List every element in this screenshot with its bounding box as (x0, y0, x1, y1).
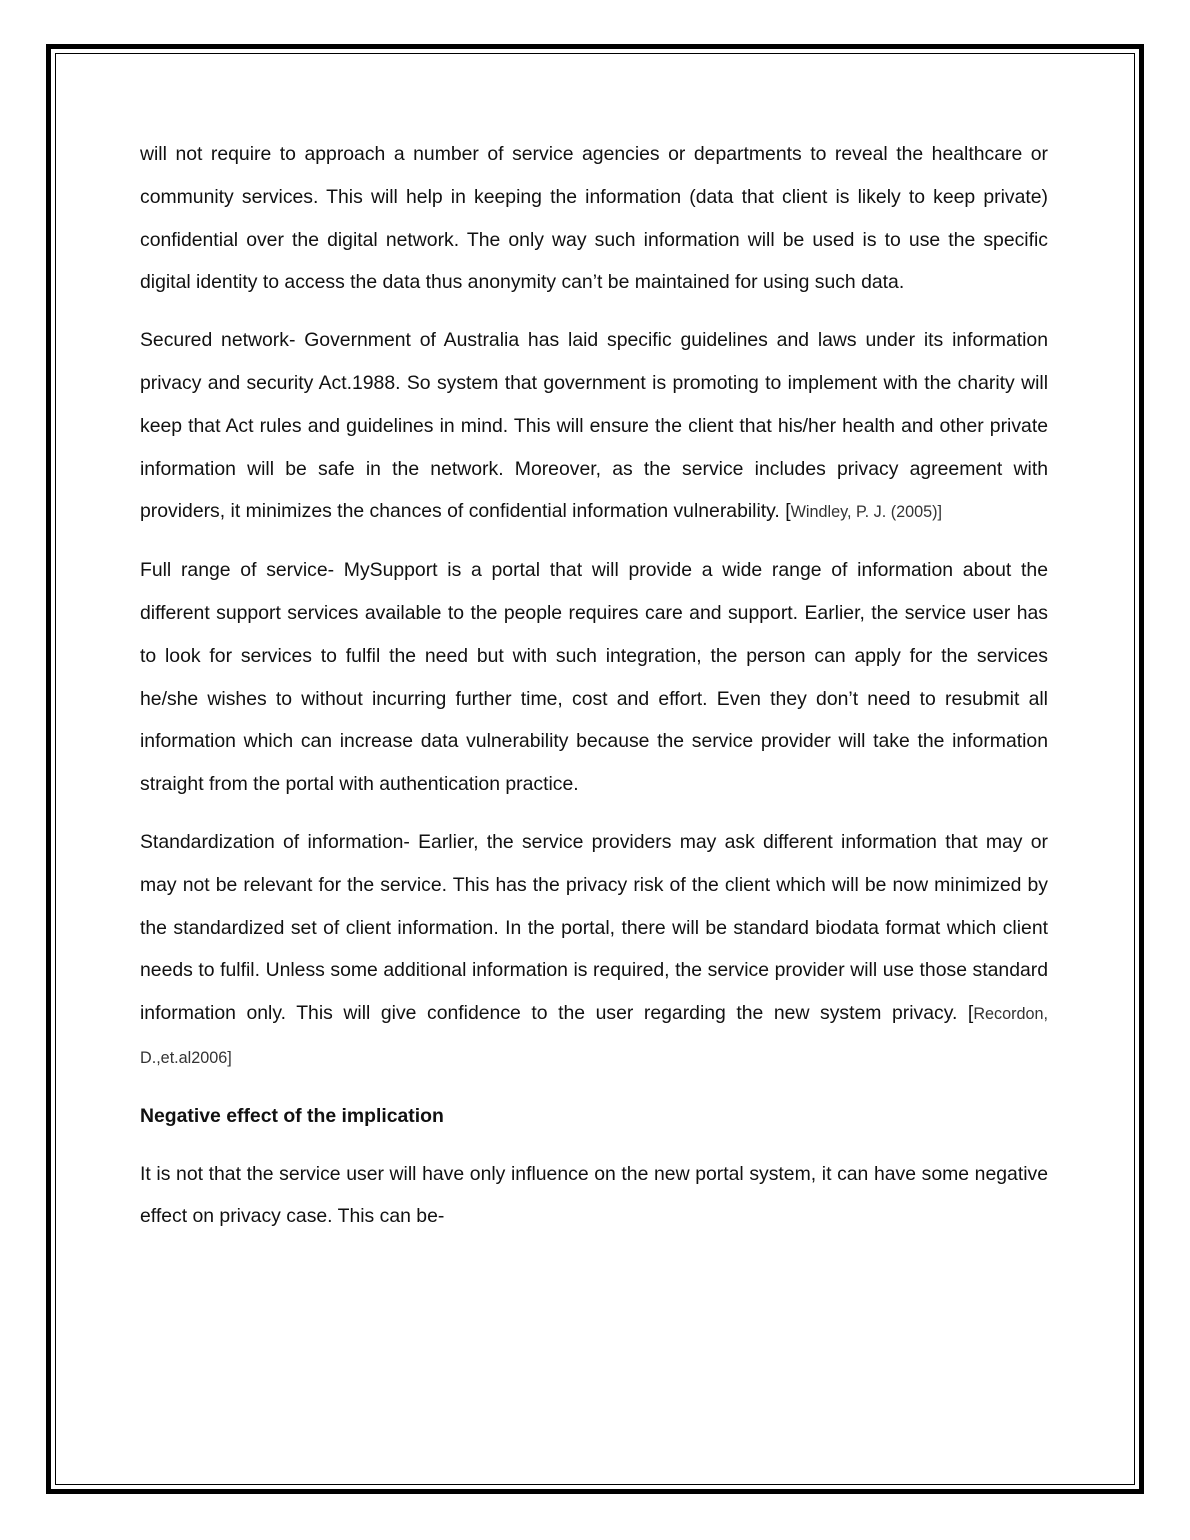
paragraph-text: will not require to approach a number of service agencies or departments to reveal the healthcare or community services. This will help in keeping the information (data that client is likely to keep private) confidential over the digital network. The only way such information will be used is to use the specific digital identity to access the data thus anonymity can’t be maintained for using such data. (140, 143, 1048, 294)
paragraph-full-range-of-service (140, 549, 1048, 806)
paragraph-standardization (140, 821, 1048, 1080)
section-heading: Negative effect of the implication (140, 1104, 444, 1127)
paragraph-text: Full range of service- MySupport is a portal that will provide a wide range of information about the different support services available to the people requires care and support. Earlier, the service user has to look for services to fulfil the need but with such integration, the person can apply for the services he/she wishes to without incurring further time, cost and effort. Even they don’t need to resubmit all information which can increase data vulnerability because the service provider will take the information straight from the portal with authentication practice. (140, 559, 1048, 796)
paragraph-text: Standardization of information- Earlier, the service providers may ask different information that may or may not be relevant for the service. This has the privacy risk of the client which will be now minimized by the standardized set of client information. In the portal, there will be standard biodata format which client needs to fulfil. Unless some additional information is required, the service provider will use those standard information only. This will give confidence to the user regarding the new system privacy. [ (140, 830, 1048, 1025)
citation-recordon: Recordon, D.,et.al2006] (140, 1005, 1048, 1067)
paragraph-negative-effect (140, 1153, 1048, 1239)
paragraph-text: It is not that the service user will have only influence on the new portal system, it can have some negative effect on privacy case. This can be- (140, 1162, 1048, 1228)
citation-windley: Windley, P. J. (2005)] (790, 503, 943, 522)
document-body (140, 133, 1048, 1253)
paragraph-secured-network (140, 319, 1048, 534)
paragraph-digital-identity (140, 133, 1048, 304)
paragraph-text: Secured network- Government of Australia has laid specific guidelines and laws under its information privacy and security Act.1988. So system that government is promoting to implement with the charity will keep that Act rules and guidelines in mind. This will ensure the client that his/her health and other private information will be safe in the network. Moreover, as the service includes privacy agreement with providers, it minimizes the chances of confidential information vulnerability. [ (140, 329, 1048, 523)
